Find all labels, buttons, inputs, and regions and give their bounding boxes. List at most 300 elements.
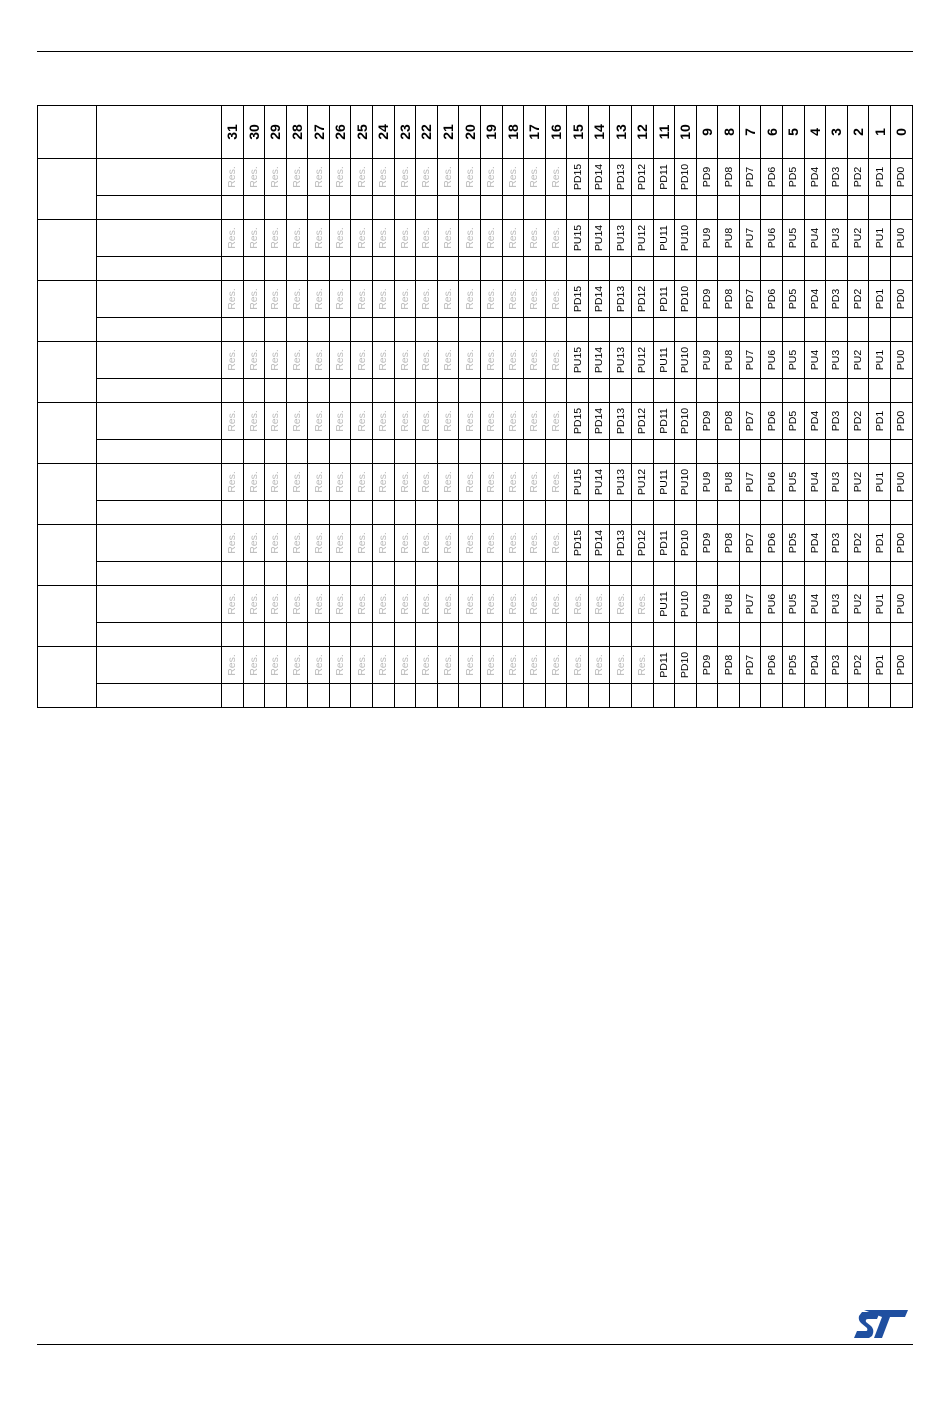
field-bit-cell	[783, 159, 805, 196]
field-label: PD1	[873, 166, 886, 188]
reset-bit-cell	[243, 684, 265, 708]
reset-bit-cell	[675, 379, 697, 403]
field-bit-cell	[653, 220, 675, 257]
reset-bit-cell	[437, 562, 459, 586]
field-label: PU5	[787, 593, 800, 615]
field-bit-cell	[718, 220, 740, 257]
field-bit-cell	[631, 342, 653, 379]
reset-bit-cell	[502, 196, 524, 220]
reset-bit-cell	[890, 318, 912, 342]
field-bit-cell	[696, 220, 718, 257]
register-name-cell	[97, 342, 222, 379]
reset-bit-cell	[222, 440, 244, 464]
reset-bit-cell	[783, 196, 805, 220]
field-label: Res.	[247, 288, 260, 310]
reserved-bit-cell	[286, 220, 308, 257]
reserved-bit-cell	[502, 159, 524, 196]
reset-bit-cell	[394, 684, 416, 708]
field-label: Res.	[269, 532, 282, 554]
reset-bit-cell	[826, 501, 848, 525]
bit-number: 16	[547, 124, 564, 140]
field-label: Res.	[333, 471, 346, 493]
reserved-bit-cell	[437, 647, 459, 684]
bit-number: 15	[569, 124, 586, 140]
reset-bit-cell	[804, 501, 826, 525]
field-bit-cell	[675, 464, 697, 501]
reset-bit-cell	[524, 562, 546, 586]
reserved-bit-cell	[373, 159, 395, 196]
reset-bit-cell	[329, 684, 351, 708]
field-label: PD9	[700, 532, 713, 554]
field-label: Res.	[441, 654, 454, 676]
reset-bit-cell	[480, 684, 502, 708]
field-label: Res.	[441, 288, 454, 310]
field-label: Res.	[269, 410, 282, 432]
field-bit-cell	[675, 403, 697, 440]
field-label: PD8	[722, 532, 735, 554]
field-label: Res.	[247, 349, 260, 371]
field-bit-cell	[675, 525, 697, 562]
reserved-bit-cell	[502, 464, 524, 501]
field-label: Res.	[290, 471, 303, 493]
field-label: Res.	[484, 166, 497, 188]
reset-bit-cell	[847, 379, 869, 403]
field-label: PU12	[636, 224, 649, 252]
field-label: Res.	[463, 349, 476, 371]
bit-header-10	[675, 106, 697, 159]
field-label: PU9	[700, 227, 713, 249]
reset-bit-cell	[351, 562, 373, 586]
field-bit-cell	[890, 403, 912, 440]
field-bit-cell	[653, 647, 675, 684]
reserved-bit-cell	[351, 525, 373, 562]
field-label: Res.	[549, 288, 562, 310]
field-bit-cell	[567, 159, 589, 196]
reset-bit-cell	[502, 623, 524, 647]
reset-value-label-cell	[97, 562, 222, 586]
field-label: Res.	[290, 410, 303, 432]
field-bit-cell	[696, 586, 718, 623]
reset-bit-cell	[524, 257, 546, 281]
field-label: PU11	[657, 347, 670, 373]
reserved-bit-cell	[308, 220, 330, 257]
bit-number: 21	[440, 124, 457, 140]
reserved-bit-cell	[351, 464, 373, 501]
field-label: Res.	[571, 593, 584, 615]
register-name-cell	[97, 403, 222, 440]
reset-bit-cell	[718, 440, 740, 464]
field-label: PD10	[679, 651, 692, 679]
reset-bit-cell	[761, 379, 783, 403]
reserved-bit-cell	[480, 525, 502, 562]
reset-bit-cell	[588, 379, 610, 403]
reset-bit-cell	[437, 623, 459, 647]
field-label: PD4	[808, 410, 821, 432]
field-label: PD9	[700, 654, 713, 676]
reserved-bit-cell	[437, 403, 459, 440]
reset-bit-cell	[610, 501, 632, 525]
offset-cell	[38, 281, 97, 342]
field-label: PD0	[894, 654, 907, 676]
field-label: PU15	[571, 468, 584, 496]
register-field-row	[38, 464, 913, 501]
reset-bit-cell	[308, 318, 330, 342]
reserved-bit-cell	[286, 403, 308, 440]
field-label: Res.	[226, 227, 239, 249]
reserved-bit-cell	[286, 464, 308, 501]
reset-bit-cell	[222, 501, 244, 525]
field-bit-cell	[890, 647, 912, 684]
reset-bit-cell	[675, 318, 697, 342]
register-name-cell	[97, 281, 222, 318]
field-bit-cell	[588, 403, 610, 440]
bit-header-6	[761, 106, 783, 159]
field-label: PD12	[636, 407, 649, 435]
bit-header-13	[610, 106, 632, 159]
field-label: Res.	[420, 410, 433, 432]
reset-bit-cell	[545, 562, 567, 586]
reset-bit-cell	[610, 379, 632, 403]
reserved-bit-cell	[329, 281, 351, 318]
field-label: PD5	[787, 410, 800, 432]
register-field-row	[38, 159, 913, 196]
field-label: Res.	[420, 471, 433, 493]
field-label: PD9	[700, 166, 713, 188]
reset-bit-cell	[739, 562, 761, 586]
field-label: PU14	[592, 468, 605, 496]
reserved-bit-cell	[351, 281, 373, 318]
field-label: PD15	[571, 529, 584, 557]
bit-number: 31	[224, 124, 241, 140]
bit-number: 4	[806, 128, 823, 136]
reset-bit-cell	[696, 257, 718, 281]
field-label: PD10	[679, 163, 692, 191]
field-label: PD2	[851, 532, 864, 554]
reserved-bit-cell	[437, 342, 459, 379]
field-bit-cell	[847, 403, 869, 440]
field-label: Res.	[377, 532, 390, 554]
field-bit-cell	[696, 403, 718, 440]
reset-bit-cell	[761, 196, 783, 220]
field-bit-cell	[890, 159, 912, 196]
field-label: PD6	[765, 166, 778, 188]
field-label: Res.	[441, 349, 454, 371]
field-bit-cell	[761, 281, 783, 318]
reset-bit-cell	[826, 196, 848, 220]
reset-bit-cell	[826, 440, 848, 464]
field-label: PU3	[830, 349, 843, 371]
reset-bit-cell	[243, 623, 265, 647]
field-bit-cell	[783, 342, 805, 379]
reset-bit-cell	[653, 562, 675, 586]
field-label: PD15	[571, 163, 584, 191]
field-label: Res.	[355, 166, 368, 188]
field-label: PD1	[873, 532, 886, 554]
reset-bit-cell	[459, 379, 481, 403]
reserved-bit-cell	[524, 403, 546, 440]
field-label: Res.	[333, 288, 346, 310]
reset-bit-cell	[308, 440, 330, 464]
reset-bit-cell	[459, 257, 481, 281]
field-bit-cell	[675, 159, 697, 196]
reserved-bit-cell	[394, 647, 416, 684]
reset-bit-cell	[890, 196, 912, 220]
bit-header-11	[653, 106, 675, 159]
reserved-bit-cell	[243, 342, 265, 379]
bit-header-0	[890, 106, 912, 159]
field-label: PU8	[722, 471, 735, 493]
reset-bit-cell	[631, 501, 653, 525]
reserved-bit-cell	[480, 586, 502, 623]
bit-number: 0	[893, 128, 910, 136]
field-label: PU3	[830, 471, 843, 493]
field-bit-cell	[869, 403, 891, 440]
reset-bit-cell	[286, 196, 308, 220]
field-label: PU14	[592, 346, 605, 374]
field-label: PU13	[614, 224, 627, 252]
register-field-row	[38, 281, 913, 318]
field-label: Res.	[398, 288, 411, 310]
reset-bit-cell	[739, 684, 761, 708]
bit-number: 12	[634, 124, 651, 140]
reserved-bit-cell	[502, 403, 524, 440]
register-field-row	[38, 586, 913, 623]
field-bit-cell	[718, 403, 740, 440]
field-bit-cell	[890, 525, 912, 562]
reserved-bit-cell	[394, 342, 416, 379]
field-label: Res.	[355, 227, 368, 249]
reserved-bit-cell	[459, 647, 481, 684]
bit-header-26	[329, 106, 351, 159]
reserved-bit-cell	[524, 647, 546, 684]
reset-value-label-cell	[97, 379, 222, 403]
field-label: Res.	[355, 288, 368, 310]
bit-header-21	[437, 106, 459, 159]
reset-bit-cell	[675, 196, 697, 220]
field-bit-cell	[869, 220, 891, 257]
field-bit-cell	[826, 586, 848, 623]
reset-bit-cell	[869, 623, 891, 647]
reserved-bit-cell	[459, 464, 481, 501]
field-label: Res.	[226, 288, 239, 310]
field-bit-cell	[847, 342, 869, 379]
field-bit-cell	[890, 281, 912, 318]
reset-bit-cell	[480, 257, 502, 281]
reset-bit-cell	[222, 684, 244, 708]
field-label: PD7	[743, 166, 756, 188]
reset-bit-cell	[265, 196, 287, 220]
bit-header-19	[480, 106, 502, 159]
field-bit-cell	[610, 281, 632, 318]
field-bit-cell	[696, 159, 718, 196]
reserved-bit-cell	[610, 647, 632, 684]
field-bit-cell	[869, 281, 891, 318]
field-label: Res.	[226, 166, 239, 188]
field-label: PD13	[614, 285, 627, 313]
field-bit-cell	[675, 281, 697, 318]
register-header-cell	[97, 106, 222, 159]
field-bit-cell	[869, 586, 891, 623]
field-bit-cell	[826, 525, 848, 562]
offset-header-cell	[38, 106, 97, 159]
field-bit-cell	[826, 220, 848, 257]
reset-bit-cell	[696, 318, 718, 342]
field-bit-cell	[826, 647, 848, 684]
reset-bit-cell	[524, 684, 546, 708]
reserved-bit-cell	[480, 342, 502, 379]
field-bit-cell	[653, 586, 675, 623]
field-label: PU0	[894, 593, 907, 615]
reserved-bit-cell	[329, 647, 351, 684]
bit-number: 9	[699, 128, 715, 136]
reserved-bit-cell	[222, 159, 244, 196]
reset-value-row	[38, 196, 913, 220]
field-label: PD8	[722, 288, 735, 310]
reserved-bit-cell	[394, 464, 416, 501]
reserved-bit-cell	[265, 525, 287, 562]
field-label: PD12	[636, 285, 649, 313]
reset-bit-cell	[373, 318, 395, 342]
reserved-bit-cell	[265, 281, 287, 318]
field-label: Res.	[506, 532, 519, 554]
field-label: Res.	[614, 593, 627, 615]
reserved-bit-cell	[394, 281, 416, 318]
field-label: PD8	[722, 654, 735, 676]
reset-bit-cell	[653, 379, 675, 403]
field-label: Res.	[377, 166, 390, 188]
reset-bit-cell	[847, 684, 869, 708]
field-bit-cell	[804, 159, 826, 196]
reserved-bit-cell	[222, 403, 244, 440]
reset-bit-cell	[329, 196, 351, 220]
field-label: Res.	[441, 593, 454, 615]
bit-header-9	[696, 106, 718, 159]
reset-bit-cell	[588, 684, 610, 708]
reset-bit-cell	[847, 562, 869, 586]
field-bit-cell	[653, 525, 675, 562]
reserved-bit-cell	[265, 342, 287, 379]
field-bit-cell	[567, 220, 589, 257]
field-label: Res.	[528, 227, 541, 249]
field-bit-cell	[739, 586, 761, 623]
field-label: Res.	[290, 288, 303, 310]
reset-bit-cell	[869, 379, 891, 403]
reset-bit-cell	[459, 318, 481, 342]
field-label: PU11	[657, 591, 670, 617]
reserved-bit-cell	[416, 586, 438, 623]
reset-bit-cell	[588, 196, 610, 220]
reset-bit-cell	[286, 379, 308, 403]
reserved-bit-cell	[329, 525, 351, 562]
reset-bit-cell	[222, 196, 244, 220]
reset-bit-cell	[545, 196, 567, 220]
reserved-bit-cell	[480, 647, 502, 684]
field-label: PU1	[873, 349, 886, 371]
reset-bit-cell	[761, 318, 783, 342]
bit-number: 14	[591, 124, 608, 140]
reset-value-label-cell	[97, 501, 222, 525]
register-field-row	[38, 403, 913, 440]
reserved-bit-cell	[459, 281, 481, 318]
bit-header-12	[631, 106, 653, 159]
reserved-bit-cell	[567, 586, 589, 623]
field-bit-cell	[718, 647, 740, 684]
field-bit-cell	[696, 464, 718, 501]
reserved-bit-cell	[459, 586, 481, 623]
field-label: Res.	[247, 227, 260, 249]
reset-bit-cell	[222, 562, 244, 586]
reset-bit-cell	[351, 501, 373, 525]
bit-number: 11	[655, 124, 672, 140]
reserved-bit-cell	[502, 525, 524, 562]
reserved-bit-cell	[286, 647, 308, 684]
reset-bit-cell	[610, 257, 632, 281]
field-label: Res.	[290, 227, 303, 249]
reset-bit-cell	[286, 562, 308, 586]
reset-bit-cell	[653, 684, 675, 708]
field-label: Res.	[333, 532, 346, 554]
reset-bit-cell	[653, 623, 675, 647]
field-label: Res.	[312, 227, 325, 249]
field-bit-cell	[718, 281, 740, 318]
field-label: Res.	[333, 593, 346, 615]
reset-bit-cell	[416, 501, 438, 525]
field-bit-cell	[761, 525, 783, 562]
reset-bit-cell	[761, 562, 783, 586]
reserved-bit-cell	[308, 525, 330, 562]
field-label: Res.	[377, 654, 390, 676]
reserved-bit-cell	[373, 525, 395, 562]
field-bit-cell	[804, 281, 826, 318]
field-label: PD14	[592, 529, 605, 557]
reserved-bit-cell	[416, 220, 438, 257]
reserved-bit-cell	[545, 647, 567, 684]
reset-bit-cell	[351, 440, 373, 464]
field-label: Res.	[549, 471, 562, 493]
reset-bit-cell	[567, 440, 589, 464]
field-label: Res.	[247, 593, 260, 615]
reserved-bit-cell	[351, 220, 373, 257]
reserved-bit-cell	[351, 342, 373, 379]
reset-bit-cell	[675, 257, 697, 281]
reserved-bit-cell	[588, 647, 610, 684]
reset-bit-cell	[286, 623, 308, 647]
reset-bit-cell	[416, 623, 438, 647]
reset-bit-cell	[265, 623, 287, 647]
field-label: Res.	[636, 654, 649, 676]
reset-bit-cell	[675, 501, 697, 525]
reset-bit-cell	[847, 440, 869, 464]
field-label: Res.	[420, 593, 433, 615]
field-label: PD7	[743, 288, 756, 310]
field-label: Res.	[312, 410, 325, 432]
reset-bit-cell	[739, 196, 761, 220]
reset-bit-cell	[373, 562, 395, 586]
field-label: PU8	[722, 593, 735, 615]
field-bit-cell	[588, 464, 610, 501]
reset-bit-cell	[783, 318, 805, 342]
reserved-bit-cell	[351, 647, 373, 684]
field-label: Res.	[571, 654, 584, 676]
field-label: Res.	[463, 166, 476, 188]
field-label: PD2	[851, 654, 864, 676]
field-label: PU0	[894, 349, 907, 371]
reset-bit-cell	[869, 196, 891, 220]
field-bit-cell	[610, 464, 632, 501]
reset-bit-cell	[653, 257, 675, 281]
field-label: Res.	[528, 471, 541, 493]
reset-bit-cell	[804, 257, 826, 281]
